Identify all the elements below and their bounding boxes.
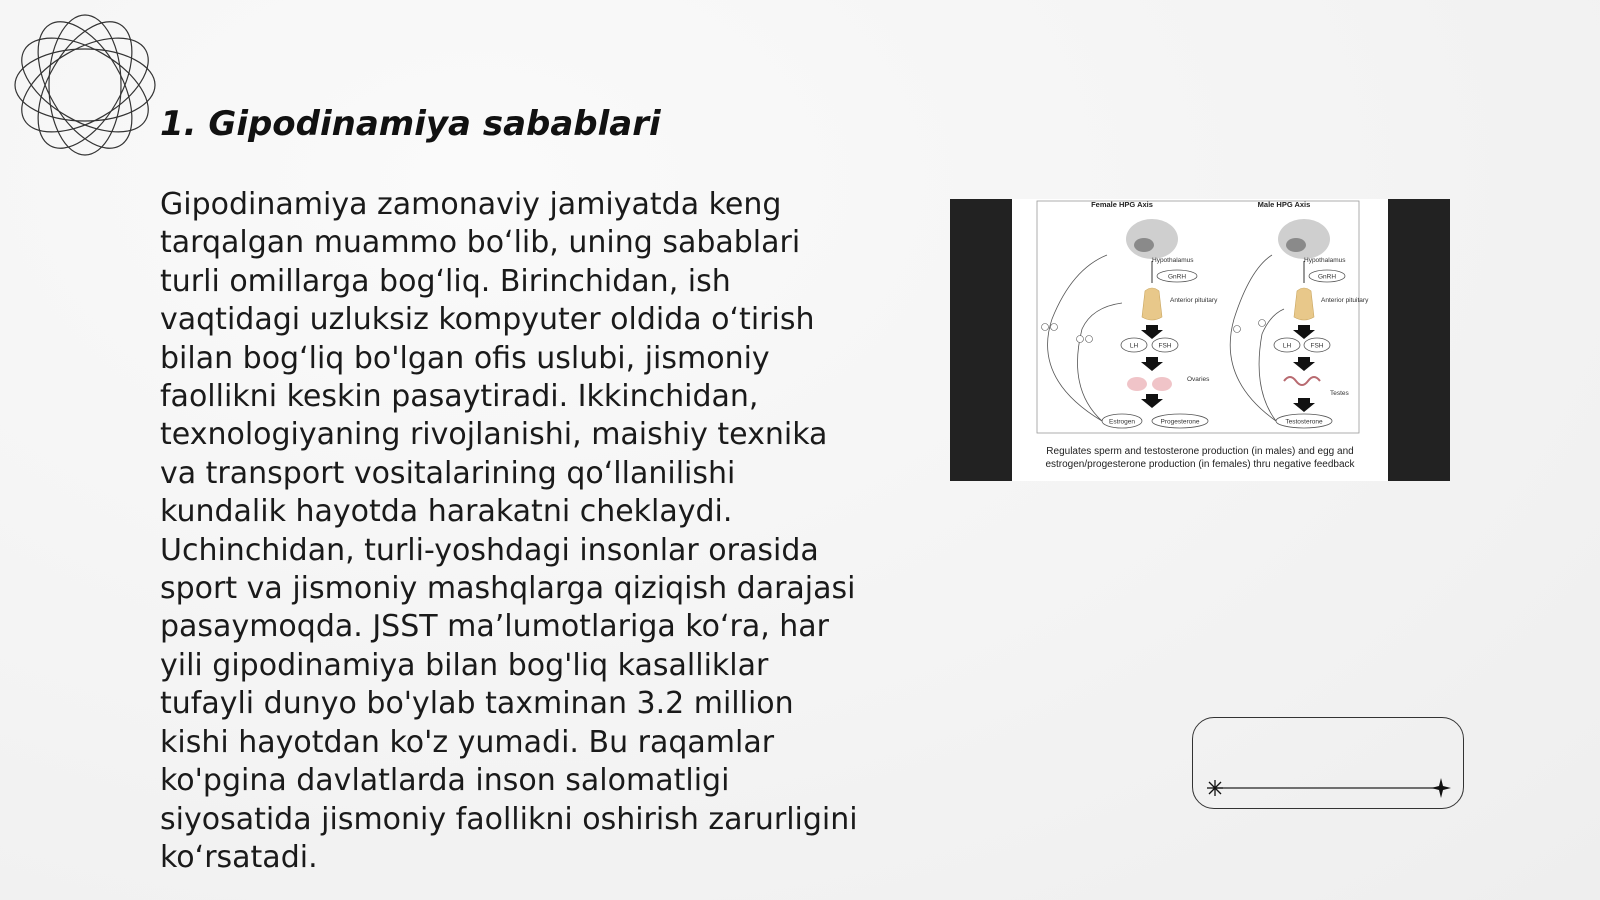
hpg-axis-diagram [1012, 199, 1388, 481]
female-fsh-label: FSH [1158, 342, 1172, 350]
female-anterior-pituitary-label: Anterior pituitary [1170, 297, 1218, 304]
female-axis-title: Female HPG Axis [1091, 200, 1153, 209]
male-gnrh-label: GnRH [1317, 273, 1337, 281]
male-lh-label: LH [1282, 342, 1292, 350]
decorative-slider-box [1192, 717, 1464, 809]
female-hypothalamus-label: Hypothalamus [1152, 257, 1194, 264]
progesterone-label: Progesterone [1160, 418, 1200, 426]
hpg-axis-figure [950, 199, 1450, 481]
testes-icon [1284, 377, 1320, 385]
male-pituitary-icon [1294, 288, 1314, 320]
male-brain-icon [1278, 219, 1330, 259]
sparkle-icon [1207, 780, 1223, 796]
male-fsh-label: FSH [1310, 342, 1324, 350]
four-point-star-icon [1431, 778, 1451, 798]
female-lh-label: LH [1129, 342, 1139, 350]
male-axis-title: Male HPG Axis [1257, 200, 1311, 209]
male-hypothalamus-label: Hypothalamus [1304, 257, 1346, 264]
female-gnrh-label: GnRH [1167, 273, 1187, 281]
figure-caption: Regulates sperm and testosterone production (in males) and egg and estrogen/progesterone production (in females) thru negative feedback [1045, 446, 1355, 470]
slide-title: 1. Gipodinamiya sabablari [160, 104, 661, 144]
testosterone-label: Testosterone [1285, 418, 1323, 426]
female-pituitary-icon [1142, 288, 1162, 320]
male-anterior-pituitary-label: Anterior pituitary [1321, 297, 1369, 304]
rosette-rings-icon [10, 10, 160, 160]
ovaries-icon [1127, 377, 1172, 391]
estrogen-label: Estrogen [1108, 418, 1136, 426]
testes-label: Testes [1330, 390, 1349, 397]
ovaries-label: Ovaries [1187, 376, 1210, 383]
female-brain-icon [1126, 219, 1178, 259]
slide-body-text: Gipodinamiya zamonaviy jamiyatda keng tarqalgan muammo bo‘lib, uning sabablari turli omillarga bog‘liq. Birinchidan, ish vaqtidagi uzluksiz kompyuter oldida o‘tirish bilan bog‘liq bo'lgan ofis uslubi, jismoniy faollikni keskin pasaytiradi. Ikkinchidan, texnologiyaning rivojlanishi, maishiy texnika va transport vositalarining qo‘llanilishi kundalik hayotda harakatni cheklaydi. Uchinchidan, turli-yoshdagi insonlar orasida sport va jismoniy mashqlarga qiziqish darajasi pasaymoqda. JSST ma’lumotlariga ko‘ra, har yili gipodinamiya bilan bog'liq kasalliklar tufayli dunyo bo'ylab taxminan 3.2 million kishi hayotdan ko'z yumadi. Bu raqamlar ko'pgina davlatlarda inson salomatligi siyosatida jismoniy faollikni oshirish zarurligini ko‘rsatadi. [160, 187, 858, 875]
